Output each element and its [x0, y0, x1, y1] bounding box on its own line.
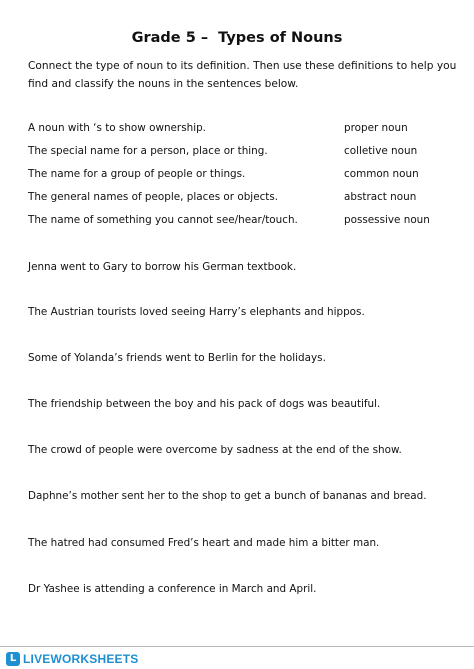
sentence-5: The crowd of people were overcome by sadness at the end of the show. — [28, 444, 402, 456]
sentence-7: The hatred had consumed Fred’s heart and made him a bitter man. — [28, 537, 380, 549]
sentence-3: Some of Yolanda’s friends went to Berlin for the holidays. — [28, 352, 326, 364]
noun-type-option[interactable]: proper noun — [344, 122, 408, 134]
definition-text: The special name for a person, place or thing. — [28, 145, 268, 157]
liveworksheets-logo-icon: L — [6, 652, 20, 666]
definition-row — [28, 145, 458, 161]
page-title: Grade 5 – Types of Nouns — [131, 30, 343, 46]
noun-type-option[interactable]: colletive noun — [344, 145, 418, 157]
sentence-2: The Austrian tourists loved seeing Harry’s elephants and hippos. — [28, 306, 365, 318]
definition-row — [28, 214, 458, 230]
noun-type-option[interactable]: abstract noun — [344, 191, 417, 203]
liveworksheets-logo-text: LIVEWORKSHEETS — [23, 652, 139, 666]
sentence-8: Dr Yashee is attending a conference in March and April. — [28, 583, 317, 595]
definition-text: The name of something you cannot see/hear/touch. — [28, 214, 298, 226]
definition-row — [28, 168, 458, 184]
footer-bar — [0, 646, 474, 669]
definition-text: The name for a group of people or things. — [28, 168, 246, 180]
noun-type-option[interactable]: common noun — [344, 168, 419, 180]
liveworksheets-logo[interactable] — [6, 651, 138, 667]
definition-row — [28, 122, 458, 138]
definition-text: The general names of people, places or objects. — [28, 191, 279, 203]
sentence-1: Jenna went to Gary to borrow his German textbook. — [28, 261, 297, 273]
definition-text: A noun with ‘s to show ownership. — [28, 122, 206, 134]
definition-row — [28, 191, 458, 207]
instructions: Connect the type of noun to its definition. Then use these definitions to help you find and classify the nouns in the sentences below. — [28, 60, 457, 90]
sentence-4: The friendship between the boy and his pack of dogs was beautiful. — [28, 398, 381, 410]
sentence-6: Daphne’s mother sent her to the shop to get a bunch of bananas and bread. — [28, 490, 427, 502]
noun-type-option[interactable]: possessive noun — [344, 214, 430, 226]
footer-divider — [0, 646, 474, 647]
